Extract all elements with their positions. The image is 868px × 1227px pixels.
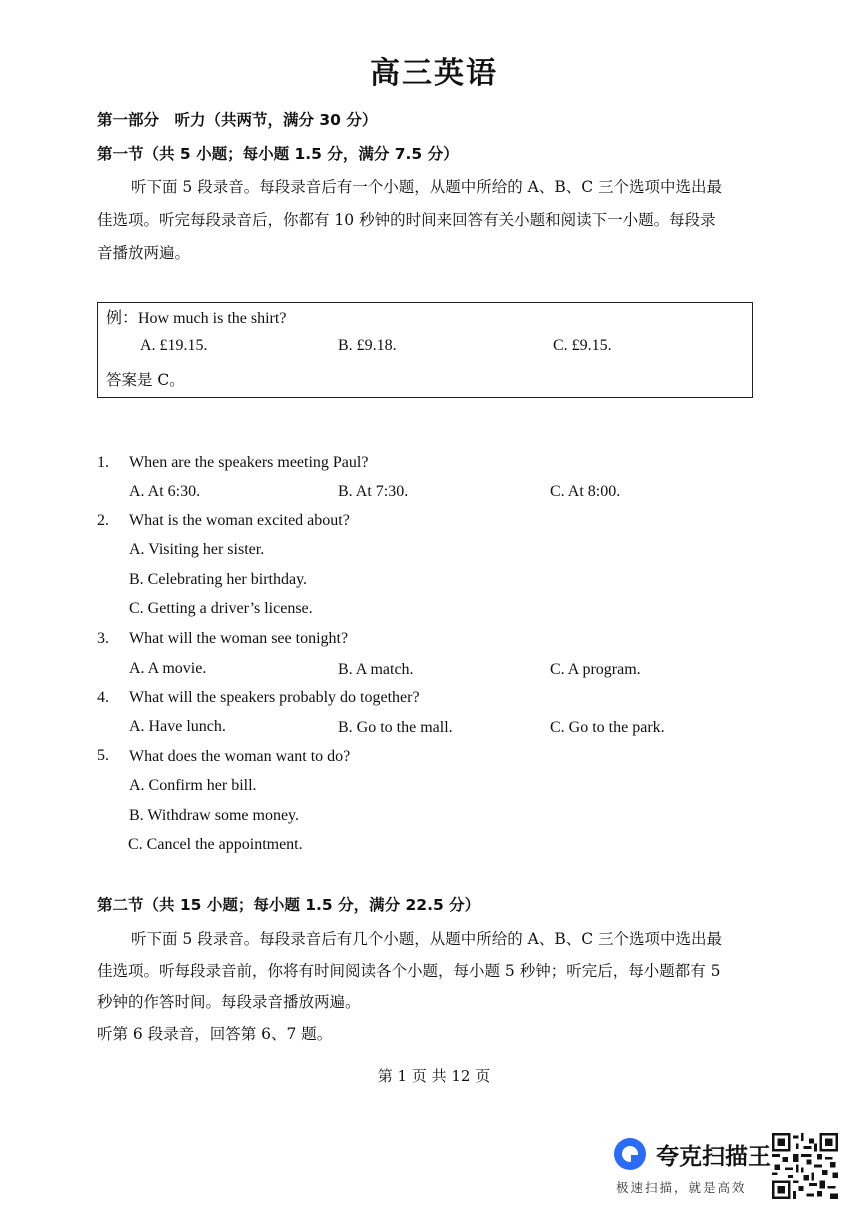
page-title: 高三英语 [370, 56, 498, 91]
option-a: A. Have lunch. [129, 718, 226, 735]
qr-code [772, 1133, 838, 1199]
example-option-c: C. £9.15. [553, 337, 612, 354]
option-c: C. Go to the park. [550, 719, 665, 736]
option-b: B. Celebrating her birthday. [129, 571, 308, 588]
question-number: 4. [97, 689, 109, 706]
quark-logo-icon [612, 1136, 648, 1172]
question-number: 3. [97, 630, 109, 647]
option-a: A. Visiting her sister. [129, 541, 265, 558]
section1-instruction-line: 听下面 5 段录音。每段录音后有一个小题，从题中所给的 A、B、C 三个选项中选出最 [131, 178, 723, 196]
scanner-slogan: 极速扫描，就是高效 [616, 1180, 747, 1195]
option-a: A. Confirm her bill. [129, 777, 257, 794]
question-text: What is the woman excited about? [129, 512, 350, 529]
section1-heading: 第一节（共 5 小题；每小题 1.5 分，满分 7.5 分） [97, 145, 459, 163]
question-text: What will the woman see tonight? [129, 630, 349, 647]
option-a: A. At 6:30. [129, 483, 201, 500]
question-number: 1. [97, 454, 109, 471]
section2-instruction-line: 秒钟的作答时间。每段录音播放两遍。 [97, 993, 361, 1011]
option-b: B. At 7:30. [338, 483, 409, 500]
option-b: B. Go to the mall. [338, 719, 453, 736]
section1-instruction-line: 音播放两遍。 [97, 244, 191, 262]
section1-instruction-line: 佳选项。听完每段录音后，你都有 10 秒钟的时间来回答有关小题和阅读下一小题。每段录 [97, 211, 716, 229]
question-number: 2. [97, 512, 109, 529]
question-text: What will the speakers probably do together? [129, 689, 420, 706]
example-answer: 答案是 C。 [106, 371, 185, 389]
example-option-b: B. £9.18. [338, 337, 397, 354]
option-b: B. Withdraw some money. [129, 807, 299, 824]
listen-note: 听第 6 段录音，回答第 6、7 题。 [97, 1025, 333, 1043]
example-question: 例：How much is the shirt? [106, 310, 287, 327]
section2-instruction-line: 听下面 5 段录音。每段录音后有几个小题，从题中所给的 A、B、C 三个选项中选出最 [131, 930, 723, 948]
question-text: What does the woman want to do? [129, 748, 351, 765]
option-a: A. A movie. [129, 660, 207, 677]
option-c: C. At 8:00. [550, 483, 621, 500]
section2-instruction-line: 佳选项。听每段录音前，你将有时间阅读各个小题，每小题 5 秒钟；听完后，每小题都有 5 [97, 962, 721, 980]
option-b: B. A match. [338, 661, 414, 678]
option-c: C. A program. [550, 661, 641, 678]
option-c: C. Getting a driver’s license. [129, 600, 313, 617]
question-text: When are the speakers meeting Paul? [129, 454, 369, 471]
section2-heading: 第二节（共 15 小题；每小题 1.5 分，满分 22.5 分） [97, 896, 481, 914]
option-c: C. Cancel the appointment. [128, 836, 303, 853]
part1-heading: 第一部分 听力（共两节，满分 30 分） [97, 111, 378, 129]
page-footer: 第 1 页 共 12 页 [377, 1067, 491, 1085]
question-number: 5. [97, 747, 109, 764]
scanner-brand-name: 夸克扫描王 [656, 1144, 771, 1170]
example-option-a: A. £19.15. [140, 337, 208, 354]
